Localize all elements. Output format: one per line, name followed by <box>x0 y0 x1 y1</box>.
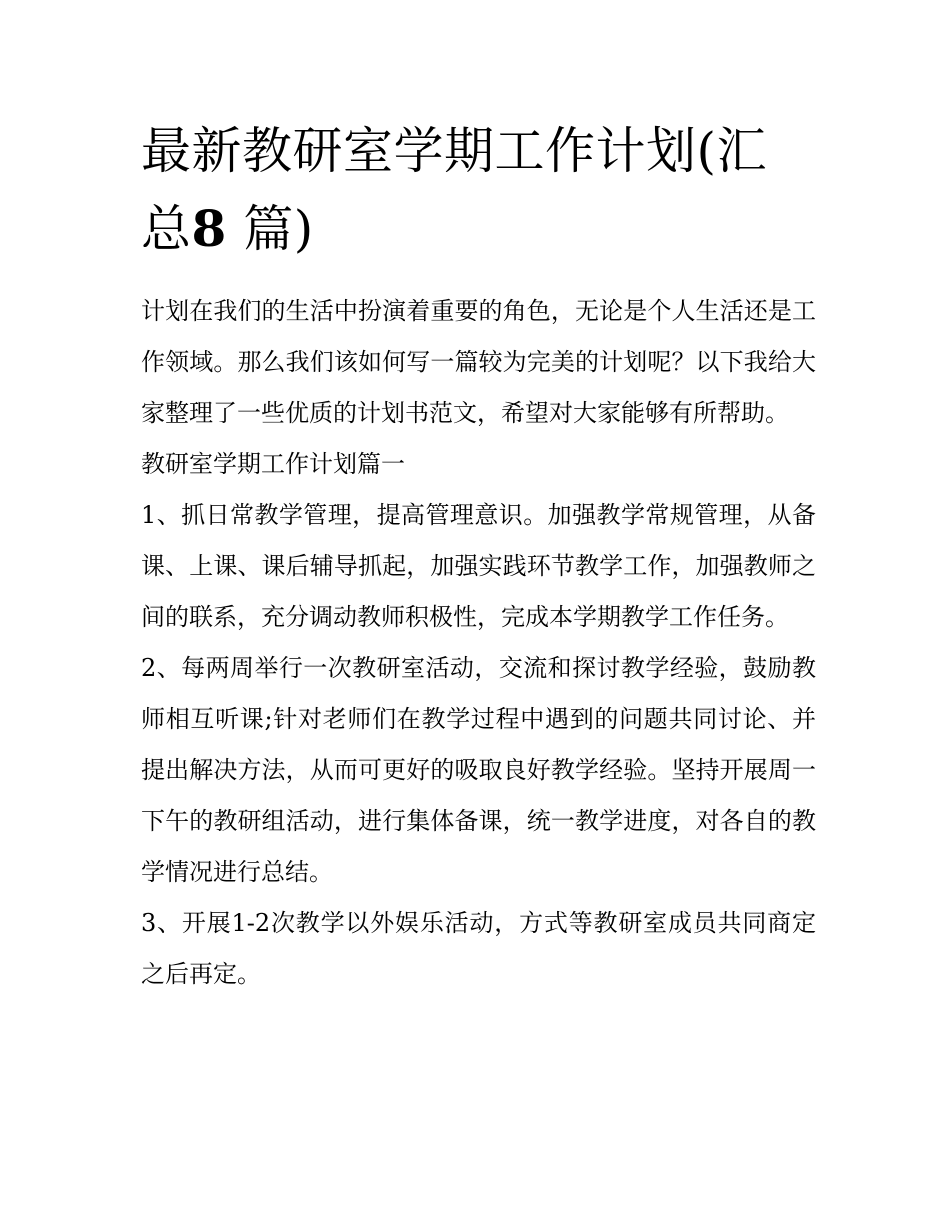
document-content <box>141 112 816 1000</box>
title-text-part2: 篇) <box>243 200 314 258</box>
list-item-1: 1、抓日常教学管理，提高管理意识。加强教学常规管理，从备课、上课、课后辅导抓起，加强实践环节教学工作，加强教师之间的联系，充分调动教师积极性，完成本学期教学工作任务。 <box>141 501 816 631</box>
document-body <box>141 286 816 1000</box>
title-text-part1: 最新教研室学期工作计划(汇总 <box>141 122 768 258</box>
title-number: 8 <box>191 199 227 258</box>
list-item-2: 2、每两周举行一次教研室活动，交流和探讨教学经验，鼓励教师相互听课;针对老师们在教学过程中遇到的问题共同讨论、并提出解决方法，从而可更好的吸取良好教学经验。坚持开展周一下午的教研组活动，进行集体备课，统一教学进度，对各自的教学情况进行总结。 <box>141 654 816 886</box>
section-heading: 教研室学期工作计划篇一 <box>141 450 405 478</box>
list-item-3: 3、开展1-2次教学以外娱乐活动，方式等教研室成员共同商定之后再定。 <box>141 909 816 988</box>
intro-paragraph: 计划在我们的生活中扮演着重要的角色，无论是个人生活还是工作领域。那么我们该如何写一篇较为完美的计划呢？以下我给大家整理了一些优质的计划书范文，希望对大家能够有所帮助。 <box>141 297 816 427</box>
document-title <box>141 112 816 268</box>
